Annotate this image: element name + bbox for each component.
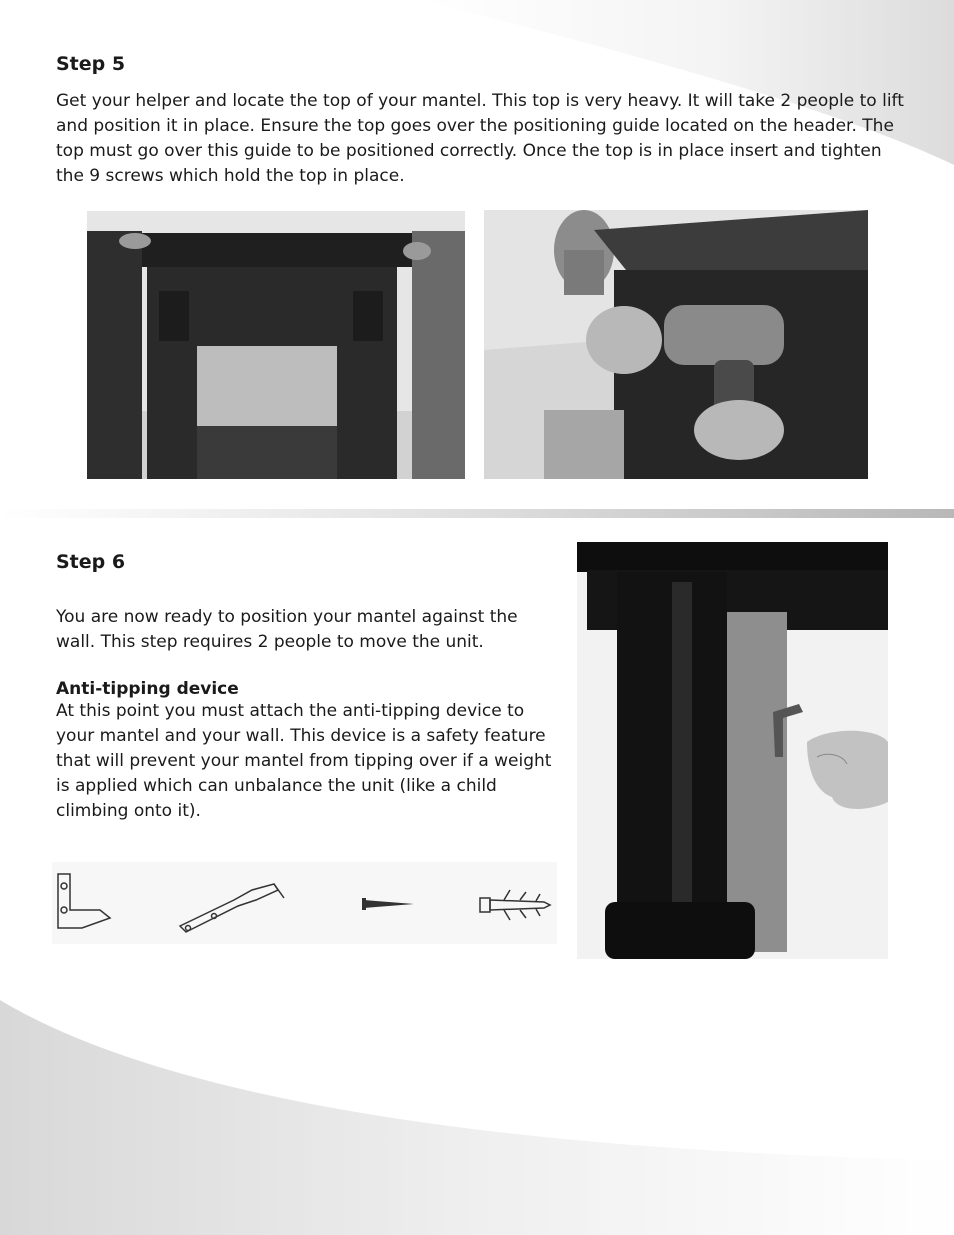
- hardware-parts-illustration: [52, 862, 557, 944]
- photo-lifting-mantel-top: [87, 211, 465, 479]
- step5-heading: Step 5: [56, 53, 126, 75]
- anti-tipping-body: At this point you must attach the anti-tipping device to your mantel and your wall. This device is a safety feature that will prevent your mantel from tipping over if a weight is applied which can unbalance the unit (like a child climbing onto it).: [56, 701, 552, 821]
- photo-drilling-screws: [484, 210, 868, 479]
- section-divider: [0, 509, 954, 518]
- wall-anchor-icon: [480, 890, 550, 920]
- step6-heading: Step 6: [56, 551, 126, 573]
- strap-bracket-icon: [180, 884, 284, 932]
- photo-anti-tipping-bracket: [577, 542, 888, 959]
- step6-body: You are now ready to position your mantel against the wall. This step requires 2 people to move the unit.: [56, 607, 518, 652]
- l-bracket-icon: [58, 874, 110, 928]
- step5-body: Get your helper and locate the top of your mantel. This top is very heavy. It will take 2 people to lift and position it in place. Ensure the top goes over the positioning guide located on the header. The top must go over this guide to be positioned correctly. Once the top is in place insert and tighten the 9 screws which hold the top in place.: [56, 91, 904, 186]
- screw-icon: [362, 898, 414, 910]
- anti-tipping-heading: Anti-tipping device: [56, 679, 239, 699]
